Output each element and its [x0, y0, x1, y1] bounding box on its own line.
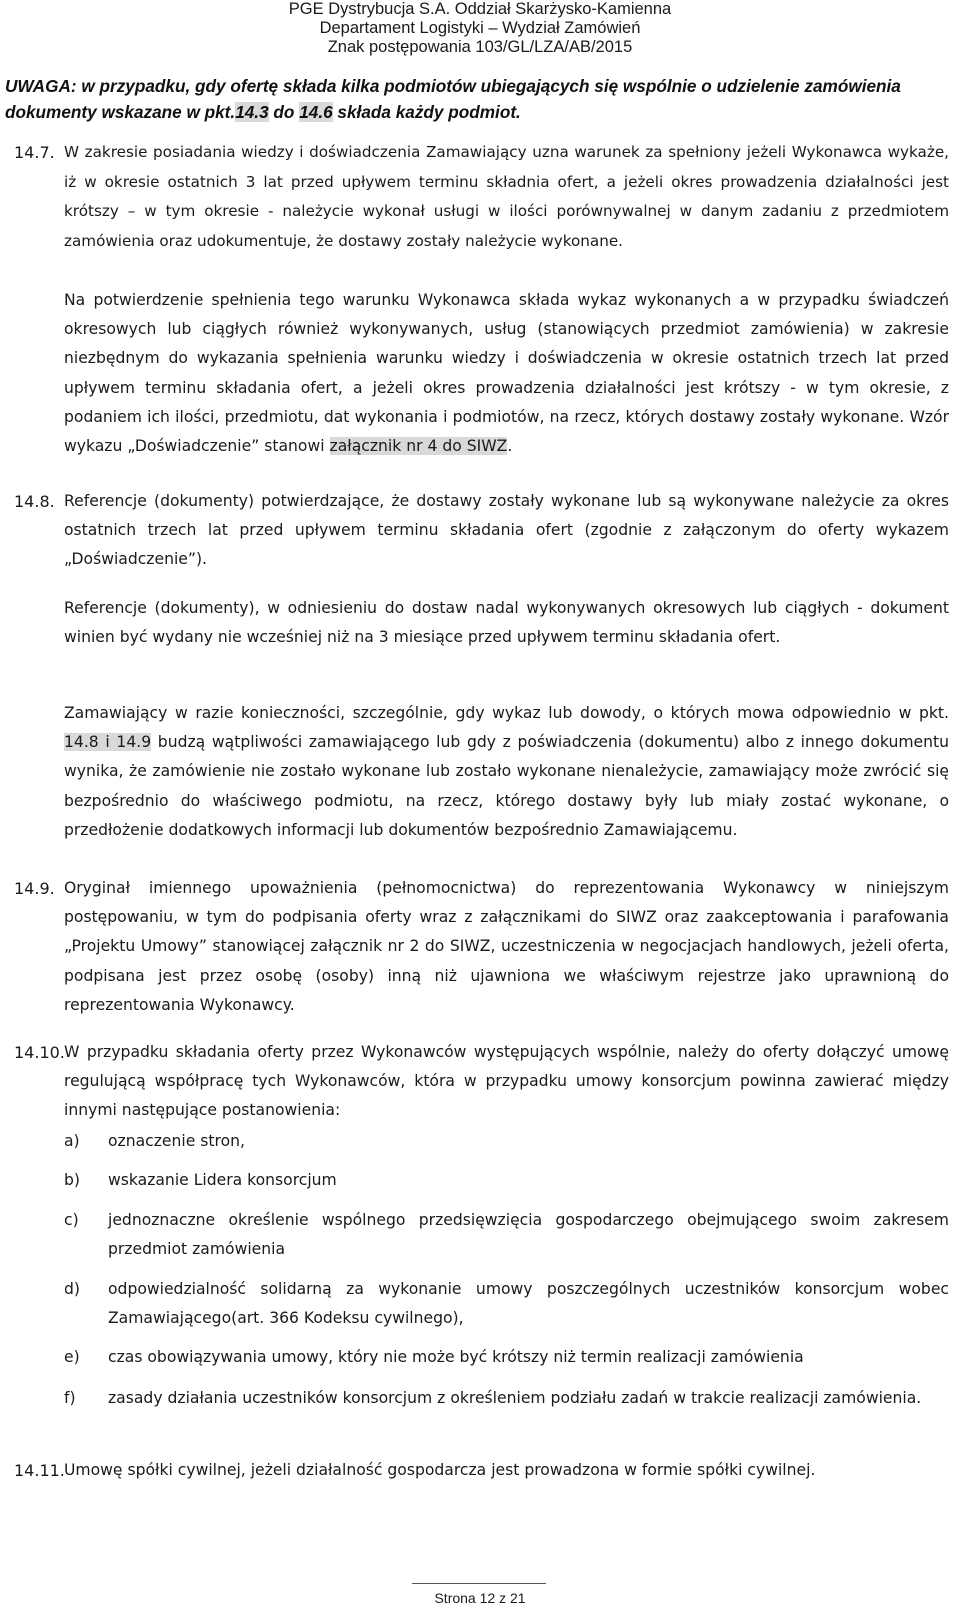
section-14-8-paragraph-2: Referencje (dokumenty), w odniesieniu do dostaw nadal wykonywanych okresowych lub ciągłych - dokument winien być wydany nie wcześniej niż na 3 miesiące przed upływem terminu składania ofert.: [64, 599, 949, 647]
warning-mid: do: [268, 102, 300, 122]
section-number-14-8: 14.8.: [14, 492, 55, 511]
list-item-label: b): [64, 1171, 80, 1189]
section-14-11-paragraph-1: Umowę spółki cywilnej, jeżeli działalność gospodarcza jest prowadzona w formie spółki cywilnej.: [64, 1461, 816, 1479]
section-ref-14-8-14-9: 14.8 i 14.9: [64, 733, 152, 752]
list-item-label: f): [64, 1389, 76, 1407]
warning-tail: składa każdy podmiot.: [332, 102, 521, 122]
section-number-14-11: 14.11.: [14, 1461, 65, 1480]
section-14-7-paragraph-1: W zakresie posiadania wiedzy i doświadczenia Zamawiający uzna warunek za spełniony jeżeli Wykonawca wykaże, iż w okresie ostatnich 3 lat przed upływem terminu składnia ofert, a jeżeli okres prowadzenia działalności jest krótszy – w tym okresie - należycie wykonał usługi w ilości porównywalnej w danym zadaniu z przedmiotem zamówienia oraz udokumentuje, że dostawy zostały należycie wykonane.: [64, 143, 949, 250]
list-item-text: oznaczenie stron,: [108, 1132, 245, 1150]
section-number-14-9: 14.9.: [14, 879, 55, 898]
warning-text: UWAGA: w przypadku, gdy ofertę składa kilka podmiotów ubiegających się wspólnie o udzielenie zamówienia dokumenty wskazane w pkt.: [5, 76, 901, 122]
list-item-text: odpowiedzialność solidarną za wykonanie umowy poszczególnych uczestników konsorcjum wobec Zamawiającego(art. 366 Kodeksu cywilnego),: [108, 1280, 949, 1327]
list-item-label: c): [64, 1211, 79, 1229]
section-14-7-p2-end: .: [507, 437, 513, 456]
section-number-14-10: 14.10.: [14, 1043, 65, 1062]
list-item-text: zasady działania uczestników konsorcjum z określeniem podziału zadań w trakcie realizacji zamówienia.: [108, 1389, 922, 1407]
section-14-7-paragraph-2: [64, 286, 949, 461]
list-item-label: e): [64, 1348, 80, 1366]
list-item-text: wskazanie Lidera konsorcjum: [108, 1171, 337, 1189]
section-14-10-paragraph-1: W przypadku składania oferty przez Wykonawców występujących wspólnie, należy do oferty dołączyć umowę regulującą współpracę tych Wykonawców, która w przypadku umowy konsorcjum powinna zawierać między innymi następujące postanowienia:: [64, 1043, 949, 1120]
header-case-number: Znak postępowania 103/GL/LZA/AB/2015: [327, 38, 633, 56]
warning-ref-14-6: 14.6: [299, 102, 333, 122]
list-item-label: d): [64, 1280, 80, 1298]
warning-note: [5, 73, 955, 125]
section-14-9-paragraph-1: Oryginał imiennego upoważnienia (pełnomocnictwa) do reprezentowania Wykonawcy w niniejszym postępowaniu, w tym do podpisania oferty wraz z załącznikami do SIWZ oraz zaakceptowania i parafowania „Projektu Umowy” stanowiącej załącznik nr 2 do SIWZ, uczestniczenia w negocjacjach handlowych, jeżeli oferta, podpisana jest przez osobę (osoby) inną niż ujawniona we właściwym rejestrze jako uprawnioną do reprezentowania Wykonawcy.: [64, 879, 949, 1014]
header-company: PGE Dystrybucja S.A. Oddział Skarżysko-Kamienna: [288, 0, 672, 18]
section-number-14-7: 14.7.: [14, 143, 55, 162]
warning-ref-14-3: 14.3: [235, 102, 269, 122]
section-14-7-p2-text: Na potwierdzenie spełnienia tego warunku Wykonawca składa wykaz wykonanych a w przypadku świadczeń okresowych lub ciągłych również wykonywanych, usług (stanowiących przedmiot zamówienia) w zakresie niezbędnym do wykazania spełnienia warunku wiedzy i doświadczenia w okresie ostatnich trzech lat przed upływem terminu składania ofert, a jeżeli okres prowadzenia działalności jest krótszy - w tym okresie, z podaniem ich ilości, przedmiotu, dat wykonania i podmiotów, na rzecz, których dostawy zostały wykonane. Wzór wykazu „Doświadczenie” stanowi: [64, 291, 949, 456]
section-14-8-paragraph-1: Referencje (dokumenty) potwierdzające, że dostawy zostały wykonane lub są wykonywane należycie za okres ostatnich trzech lat przed upływem terminu składania ofert (zgodnie z załączonym do oferty wykazem „Doświadczenie”).: [64, 492, 949, 569]
footer-divider: [412, 1583, 546, 1584]
list-item-text: czas obowiązywania umowy, który nie może być krótszy niż termin realizacji zamówienia: [108, 1348, 804, 1366]
section-14-8-paragraph-3: [64, 699, 949, 845]
section-14-8-p3-tail: budzą wątpliwości zamawiającego lub gdy z poświadczenia (dokumentu) albo z innego dokumentu wynika, że zamówienie nie zostało wykonane lub zostało wykonane nienależycie, zamawiający może zwrócić się bezpośrednio do właściwego podmiotu, na rzecz, którego dostawy były lub miały zostać wykonane, o przedłożenie dodatkowych informacji lub dokumentów bezpośrednio Zamawiającemu.: [64, 733, 949, 839]
attachment-4-reference: załącznik nr 4 do SIWZ: [329, 437, 508, 456]
section-14-8-p3-text: Zamawiający w razie konieczności, szczególnie, gdy wykaz lub dowody, o których mowa odpowiednio w pkt.: [64, 704, 949, 722]
page-header: [0, 0, 960, 58]
list-item-text: jednoznaczne określenie wspólnego przedsięwzięcia gospodarczego obejmującego swoim zakresem przedmiot zamówienia: [108, 1211, 949, 1258]
list-item-label: a): [64, 1132, 80, 1150]
page-number: Strona 12 z 21: [434, 1590, 526, 1606]
header-department: Departament Logistyki – Wydział Zamówień: [319, 19, 641, 37]
